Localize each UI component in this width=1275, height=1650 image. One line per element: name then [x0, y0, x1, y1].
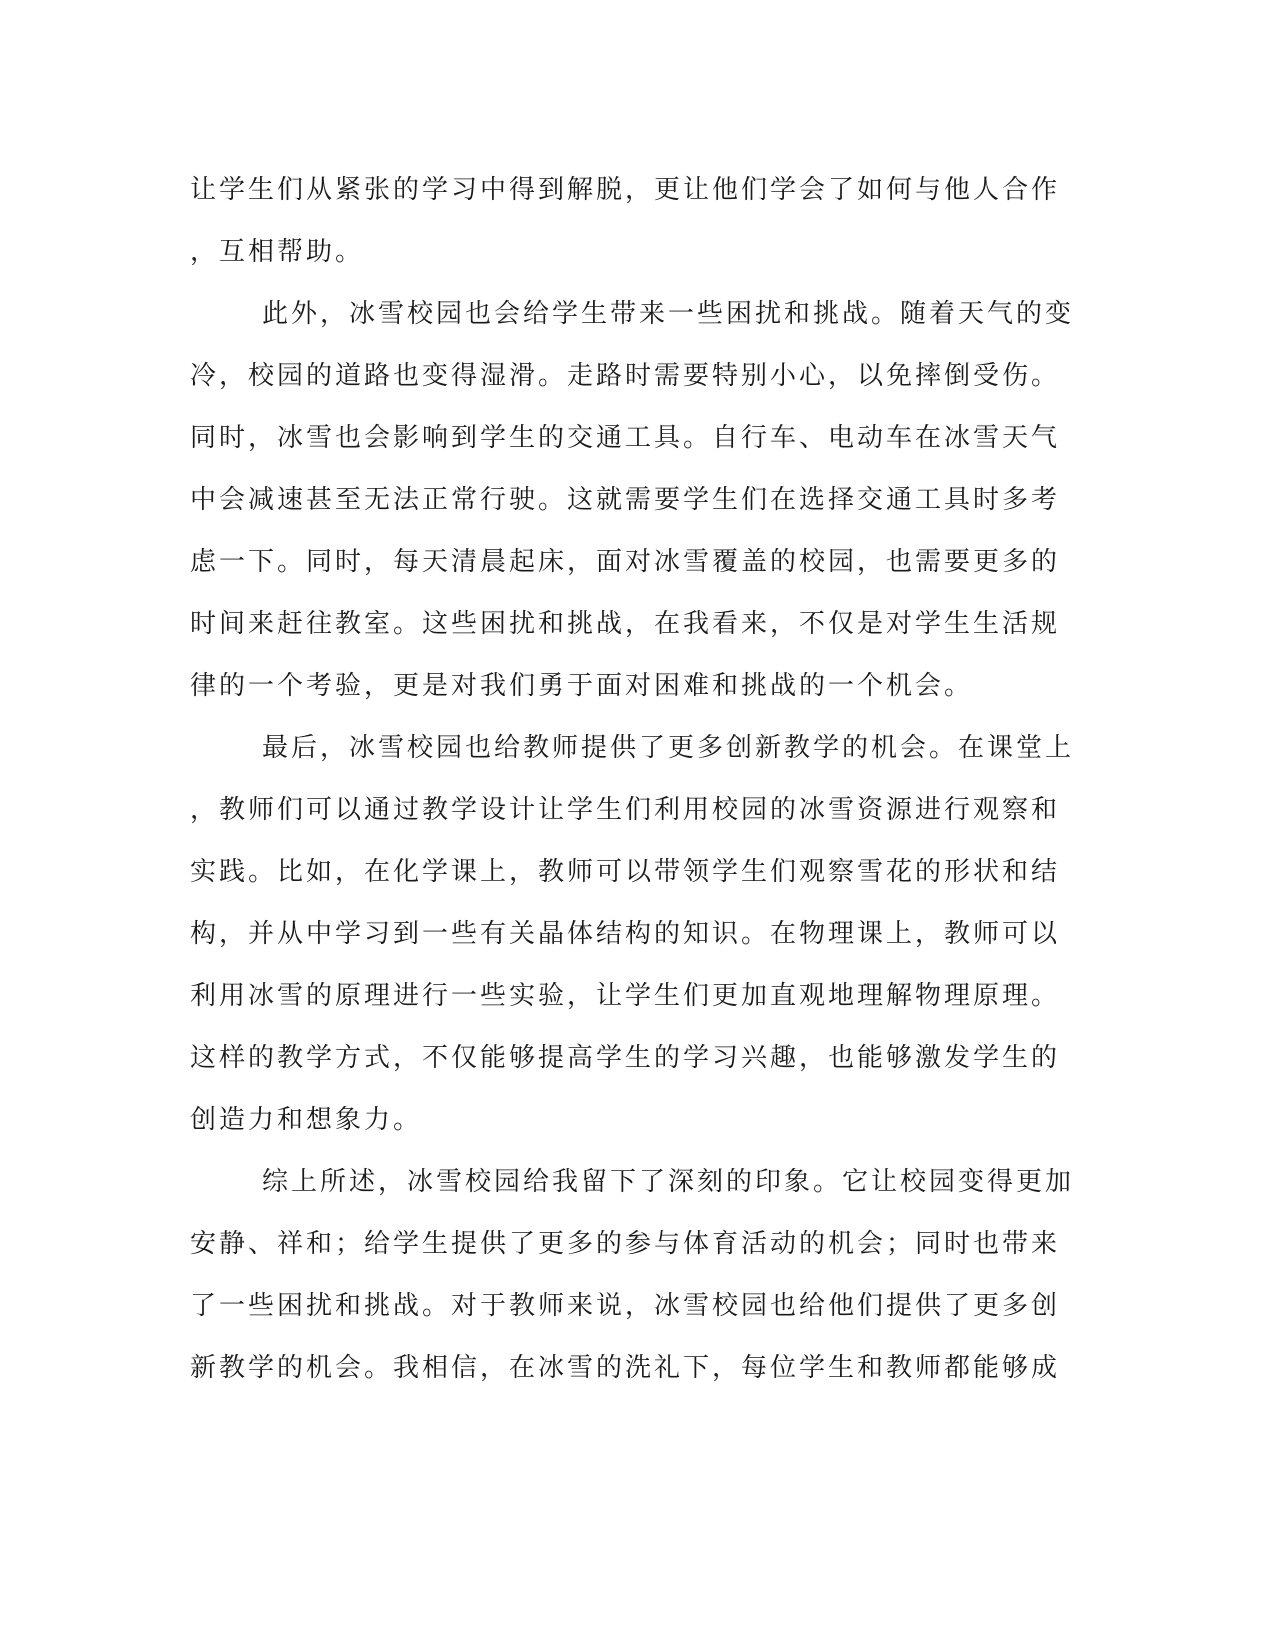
paragraph-start-line: 此外，冰雪校园也会给学生带来一些困扰和挑战。随着天气的变	[262, 299, 1075, 329]
text-line: ，互相帮助。	[190, 237, 365, 267]
text-line: 了一些困扰和挑战。对于教师来说，冰雪校园也给他们提供了更多创	[190, 1291, 1061, 1321]
text-line: 同时，冰雪也会影响到学生的交通工具。自行车、电动车在冰雪天气	[190, 423, 1061, 453]
text-line: 冷，校园的道路也变得湿滑。走路时需要特别小心，以免摔倒受伤。	[190, 361, 1061, 391]
paragraph-start-line: 综上所述，冰雪校园给我留下了深刻的印象。它让校园变得更加	[262, 1167, 1075, 1197]
text-line: 利用冰雪的原理进行一些实验，让学生们更加直观地理解物理原理。	[190, 981, 1061, 1011]
text-line: 实践。比如，在化学课上，教师可以带领学生们观察雪花的形状和结	[190, 857, 1061, 887]
text-line: 新教学的机会。我相信，在冰雪的洗礼下，每位学生和教师都能够成	[190, 1353, 1061, 1383]
text-line: 构，并从中学习到一些有关晶体结构的知识。在物理课上，教师可以	[190, 919, 1061, 949]
text-line: 安静、祥和；给学生提供了更多的参与体育活动的机会；同时也带来	[190, 1229, 1061, 1259]
text-line: 中会减速甚至无法正常行驶。这就需要学生们在选择交通工具时多考	[190, 485, 1061, 515]
text-line: 让学生们从紧张的学习中得到解脱，更让他们学会了如何与他人合作	[190, 175, 1061, 205]
text-line: ，教师们可以通过教学设计让学生们利用校园的冰雪资源进行观察和	[190, 795, 1061, 825]
text-line: 这样的教学方式，不仅能够提高学生的学习兴趣，也能够激发学生的	[190, 1043, 1061, 1073]
paragraph-start-line: 最后，冰雪校园也给教师提供了更多创新教学的机会。在课堂上	[262, 733, 1075, 763]
text-line: 创造力和想象力。	[190, 1105, 423, 1135]
text-line: 时间来赶往教室。这些困扰和挑战，在我看来，不仅是对学生生活规	[190, 609, 1061, 639]
text-line: 律的一个考验，更是对我们勇于面对困难和挑战的一个机会。	[190, 671, 974, 701]
text-line: 虑一下。同时，每天清晨起床，面对冰雪覆盖的校园，也需要更多的	[190, 547, 1061, 577]
body-text	[190, 159, 1075, 1399]
